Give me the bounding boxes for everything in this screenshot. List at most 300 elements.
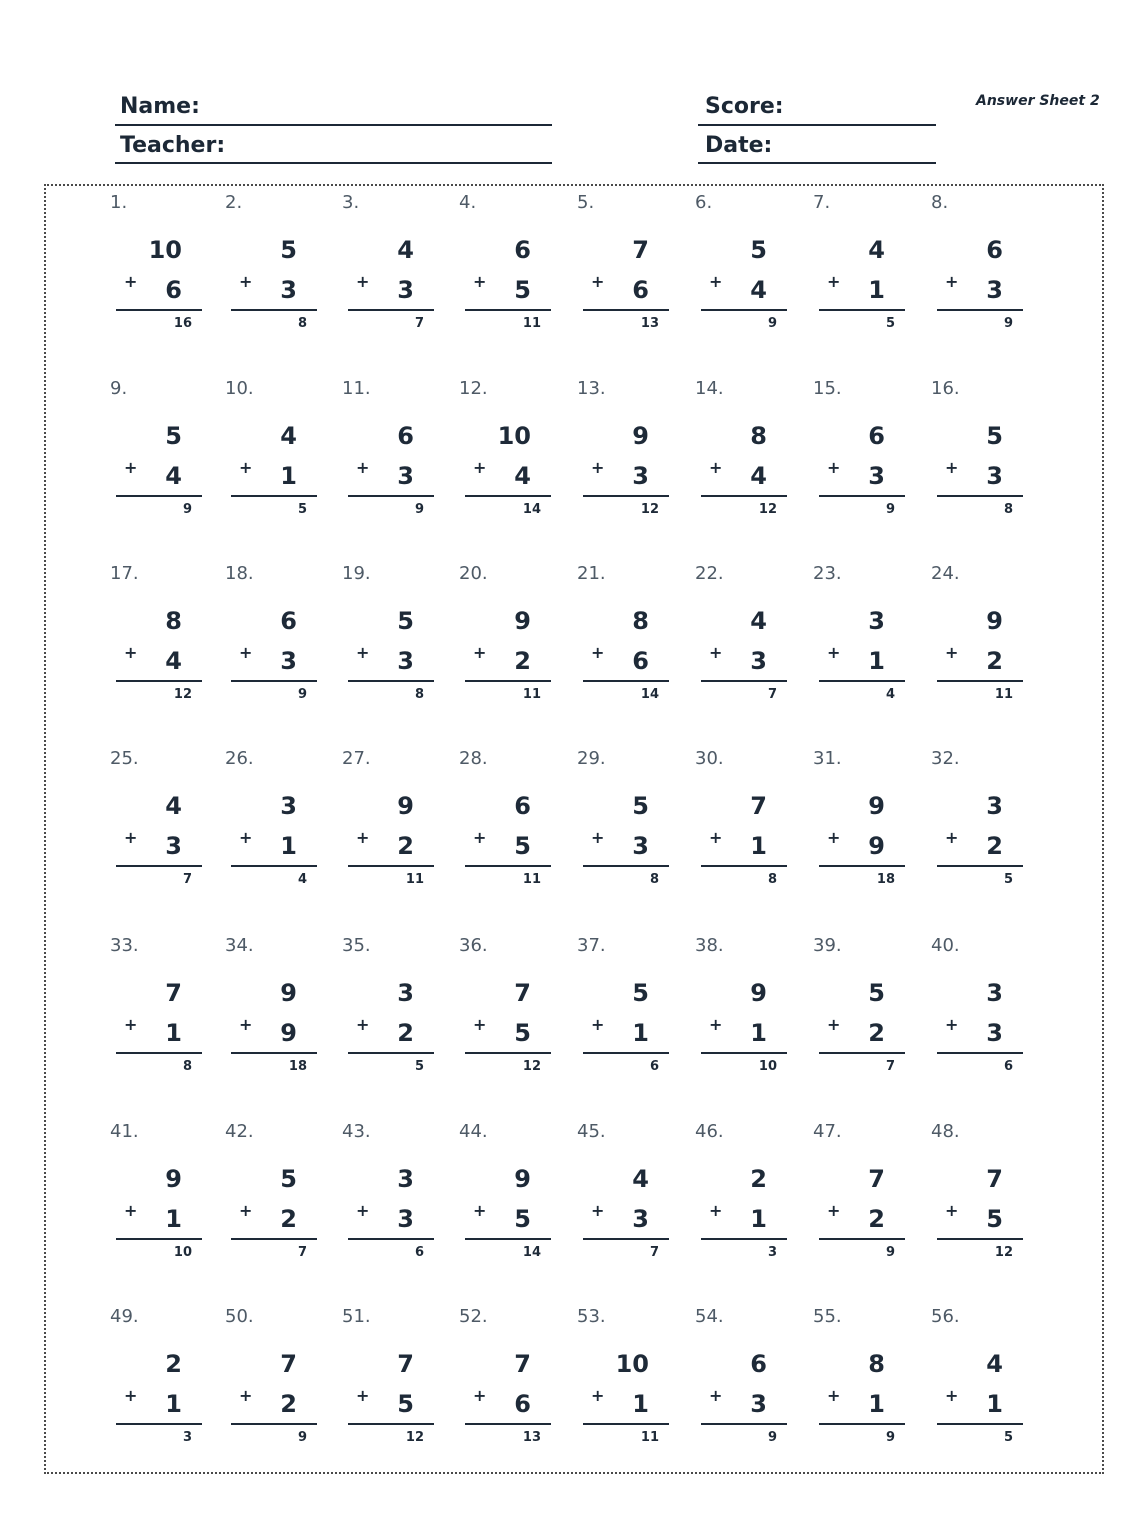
- answer-value: 5: [414, 1059, 424, 1074]
- problem-10: [225, 378, 325, 528]
- answer-rule: [465, 865, 551, 867]
- answer-value: 9: [182, 502, 192, 517]
- plus-sign: +: [709, 828, 723, 847]
- addend-top: 8: [632, 607, 649, 635]
- plus-sign: +: [239, 828, 253, 847]
- addend-bottom: 5: [397, 1390, 414, 1418]
- addend-top: 5: [868, 979, 885, 1007]
- plus-sign: +: [356, 643, 370, 662]
- plus-sign: +: [945, 1201, 959, 1220]
- plus-sign: +: [827, 828, 841, 847]
- problem-34: [225, 935, 325, 1085]
- answer-rule: [465, 309, 551, 311]
- problem-29: [577, 748, 677, 898]
- problem-number: 22.: [695, 563, 724, 584]
- problem-52: [459, 1306, 559, 1456]
- addend-bottom: 1: [165, 1019, 182, 1047]
- answer-rule: [583, 1423, 669, 1425]
- answer-value: 8: [1003, 502, 1013, 517]
- answer-rule: [465, 495, 551, 497]
- problem-13: [577, 378, 677, 528]
- problem-22: [695, 563, 795, 713]
- addend-bottom: 3: [280, 647, 297, 675]
- addend-bottom: 1: [868, 1390, 885, 1418]
- addend-bottom: 2: [280, 1390, 297, 1418]
- problem-51: [342, 1306, 442, 1456]
- addend-top: 6: [986, 236, 1003, 264]
- addend-top: 9: [280, 979, 297, 1007]
- answer-rule: [937, 680, 1023, 682]
- problem-number: 39.: [813, 935, 842, 956]
- answer-rule: [701, 1052, 787, 1054]
- answer-value: 16: [173, 316, 192, 331]
- addend-top: 9: [868, 792, 885, 820]
- problem-28: [459, 748, 559, 898]
- answer-rule: [231, 865, 317, 867]
- problem-number: 24.: [931, 563, 960, 584]
- problem-number: 18.: [225, 563, 254, 584]
- answer-rule: [583, 1052, 669, 1054]
- answer-rule: [819, 1238, 905, 1240]
- plus-sign: +: [239, 1386, 253, 1405]
- addend-top: 4: [750, 607, 767, 635]
- addend-top: 8: [750, 422, 767, 450]
- answer-rule: [231, 1423, 317, 1425]
- addend-bottom: 3: [397, 1205, 414, 1233]
- addend-bottom: 4: [750, 276, 767, 304]
- plus-sign: +: [124, 1015, 138, 1034]
- problem-36: [459, 935, 559, 1085]
- addend-bottom: 5: [514, 1205, 531, 1233]
- addend-top: 5: [280, 1165, 297, 1193]
- problem-number: 14.: [695, 378, 724, 399]
- plus-sign: +: [709, 458, 723, 477]
- answer-value: 18: [288, 1059, 307, 1074]
- answer-value: 11: [522, 687, 541, 702]
- problem-number: 27.: [342, 748, 371, 769]
- addend-top: 4: [165, 792, 182, 820]
- problem-39: [813, 935, 913, 1085]
- answer-value: 7: [885, 1059, 895, 1074]
- answer-rule: [465, 680, 551, 682]
- addend-bottom: 3: [632, 1205, 649, 1233]
- problem-number: 21.: [577, 563, 606, 584]
- problem-number: 13.: [577, 378, 606, 399]
- answer-rule: [231, 1052, 317, 1054]
- plus-sign: +: [473, 458, 487, 477]
- problem-number: 7.: [813, 192, 831, 213]
- answer-rule: [583, 1238, 669, 1240]
- problem-8: [931, 192, 1031, 342]
- problem-30: [695, 748, 795, 898]
- problem-number: 47.: [813, 1121, 842, 1142]
- answer-rule: [583, 865, 669, 867]
- answer-value: 12: [173, 687, 192, 702]
- answer-value: 9: [297, 1430, 307, 1445]
- addend-top: 5: [632, 979, 649, 1007]
- answer-value: 14: [640, 687, 659, 702]
- addend-bottom: 6: [632, 276, 649, 304]
- plus-sign: +: [591, 828, 605, 847]
- problem-12: [459, 378, 559, 528]
- addend-bottom: 6: [165, 276, 182, 304]
- plus-sign: +: [827, 1386, 841, 1405]
- plus-sign: +: [709, 643, 723, 662]
- problem-24: [931, 563, 1031, 713]
- problem-20: [459, 563, 559, 713]
- problem-number: 45.: [577, 1121, 606, 1142]
- problem-number: 38.: [695, 935, 724, 956]
- addend-bottom: 5: [514, 832, 531, 860]
- problem-56: [931, 1306, 1031, 1456]
- problem-1: [110, 192, 210, 342]
- answer-rule: [819, 1423, 905, 1425]
- answer-rule: [348, 309, 434, 311]
- problem-number: 34.: [225, 935, 254, 956]
- addend-top: 7: [632, 236, 649, 264]
- plus-sign: +: [239, 643, 253, 662]
- answer-value: 12: [994, 1245, 1013, 1260]
- problem-43: [342, 1121, 442, 1271]
- problem-number: 25.: [110, 748, 139, 769]
- answer-value: 10: [758, 1059, 777, 1074]
- answer-rule: [465, 1238, 551, 1240]
- addend-bottom: 1: [986, 1390, 1003, 1418]
- addend-top: 9: [514, 1165, 531, 1193]
- answer-value: 8: [297, 316, 307, 331]
- addend-bottom: 3: [165, 832, 182, 860]
- addend-top: 10: [615, 1350, 649, 1378]
- plus-sign: +: [473, 1386, 487, 1405]
- plus-sign: +: [709, 1201, 723, 1220]
- plus-sign: +: [473, 643, 487, 662]
- answer-rule: [701, 1423, 787, 1425]
- plus-sign: +: [945, 828, 959, 847]
- problem-number: 44.: [459, 1121, 488, 1142]
- answer-rule: [819, 495, 905, 497]
- plus-sign: +: [356, 828, 370, 847]
- addend-bottom: 3: [632, 462, 649, 490]
- problem-number: 49.: [110, 1306, 139, 1327]
- answer-value: 9: [885, 1430, 895, 1445]
- problem-number: 41.: [110, 1121, 139, 1142]
- answer-rule: [937, 1238, 1023, 1240]
- addend-top: 3: [986, 792, 1003, 820]
- problem-number: 31.: [813, 748, 842, 769]
- addend-bottom: 4: [514, 462, 531, 490]
- addend-top: 2: [165, 1350, 182, 1378]
- plus-sign: +: [827, 643, 841, 662]
- answer-rule: [231, 1238, 317, 1240]
- problem-number: 10.: [225, 378, 254, 399]
- answer-rule: [116, 680, 202, 682]
- problem-number: 37.: [577, 935, 606, 956]
- answer-rule: [116, 865, 202, 867]
- answer-rule: [231, 495, 317, 497]
- plus-sign: +: [591, 1015, 605, 1034]
- addend-top: 5: [280, 236, 297, 264]
- plus-sign: +: [473, 828, 487, 847]
- addend-bottom: 4: [750, 462, 767, 490]
- answer-rule: [231, 680, 317, 682]
- problem-16: [931, 378, 1031, 528]
- addend-bottom: 9: [280, 1019, 297, 1047]
- problem-number: 19.: [342, 563, 371, 584]
- problem-27: [342, 748, 442, 898]
- answer-value: 13: [522, 1430, 541, 1445]
- addend-bottom: 2: [397, 832, 414, 860]
- problem-50: [225, 1306, 325, 1456]
- addend-top: 4: [986, 1350, 1003, 1378]
- plus-sign: +: [124, 643, 138, 662]
- problem-44: [459, 1121, 559, 1271]
- date-label: Date:: [705, 133, 773, 158]
- answer-rule: [701, 865, 787, 867]
- answer-value: 12: [405, 1430, 424, 1445]
- answer-value: 9: [885, 502, 895, 517]
- addend-bottom: 1: [632, 1019, 649, 1047]
- problem-number: 51.: [342, 1306, 371, 1327]
- problem-number: 15.: [813, 378, 842, 399]
- plus-sign: +: [356, 1201, 370, 1220]
- answer-value: 6: [649, 1059, 659, 1074]
- addend-top: 9: [750, 979, 767, 1007]
- problem-38: [695, 935, 795, 1085]
- plus-sign: +: [239, 1015, 253, 1034]
- addend-bottom: 1: [750, 832, 767, 860]
- problem-number: 1.: [110, 192, 128, 213]
- problem-number: 4.: [459, 192, 477, 213]
- addend-bottom: 2: [986, 647, 1003, 675]
- addend-top: 10: [497, 422, 531, 450]
- problem-40: [931, 935, 1031, 1085]
- addend-bottom: 4: [165, 462, 182, 490]
- problem-number: 28.: [459, 748, 488, 769]
- answer-rule: [701, 1238, 787, 1240]
- problem-31: [813, 748, 913, 898]
- addend-bottom: 3: [397, 462, 414, 490]
- addend-top: 7: [514, 979, 531, 1007]
- addend-bottom: 3: [750, 1390, 767, 1418]
- plus-sign: +: [591, 1201, 605, 1220]
- plus-sign: +: [827, 272, 841, 291]
- addend-top: 5: [397, 607, 414, 635]
- addend-top: 5: [632, 792, 649, 820]
- score-label: Score:: [705, 94, 784, 119]
- addend-top: 7: [397, 1350, 414, 1378]
- problem-2: [225, 192, 325, 342]
- addend-bottom: 1: [632, 1390, 649, 1418]
- addend-bottom: 5: [514, 1019, 531, 1047]
- problem-4: [459, 192, 559, 342]
- addend-bottom: 2: [280, 1205, 297, 1233]
- addend-bottom: 5: [514, 276, 531, 304]
- addend-top: 6: [514, 792, 531, 820]
- answer-value: 12: [640, 502, 659, 517]
- answer-value: 6: [414, 1245, 424, 1260]
- addend-bottom: 6: [514, 1390, 531, 1418]
- problem-number: 9.: [110, 378, 128, 399]
- plus-sign: +: [945, 643, 959, 662]
- problem-45: [577, 1121, 677, 1271]
- answer-value: 18: [876, 872, 895, 887]
- addend-top: 7: [868, 1165, 885, 1193]
- answer-rule: [231, 309, 317, 311]
- addend-bottom: 2: [868, 1019, 885, 1047]
- problem-number: 20.: [459, 563, 488, 584]
- problem-number: 33.: [110, 935, 139, 956]
- answer-value: 5: [1003, 1430, 1013, 1445]
- answer-value: 7: [414, 316, 424, 331]
- plus-sign: +: [473, 272, 487, 291]
- problem-11: [342, 378, 442, 528]
- plus-sign: +: [591, 458, 605, 477]
- problem-6: [695, 192, 795, 342]
- problem-number: 54.: [695, 1306, 724, 1327]
- addend-bottom: 3: [986, 276, 1003, 304]
- answer-value: 9: [297, 687, 307, 702]
- addend-top: 8: [868, 1350, 885, 1378]
- problem-number: 36.: [459, 935, 488, 956]
- problem-3: [342, 192, 442, 342]
- answer-rule: [819, 309, 905, 311]
- answer-rule: [348, 1052, 434, 1054]
- answer-rule: [583, 680, 669, 682]
- answer-value: 9: [767, 1430, 777, 1445]
- answer-rule: [348, 1423, 434, 1425]
- problem-number: 6.: [695, 192, 713, 213]
- answer-value: 9: [885, 1245, 895, 1260]
- problem-number: 23.: [813, 563, 842, 584]
- answer-rule: [937, 865, 1023, 867]
- addend-top: 6: [750, 1350, 767, 1378]
- problem-9: [110, 378, 210, 528]
- answer-value: 3: [182, 1430, 192, 1445]
- problem-number: 26.: [225, 748, 254, 769]
- answer-value: 7: [297, 1245, 307, 1260]
- plus-sign: +: [591, 643, 605, 662]
- addend-bottom: 2: [986, 832, 1003, 860]
- addend-bottom: 1: [868, 276, 885, 304]
- addend-top: 9: [397, 792, 414, 820]
- addend-top: 7: [750, 792, 767, 820]
- problem-number: 42.: [225, 1121, 254, 1142]
- problem-48: [931, 1121, 1031, 1271]
- problem-42: [225, 1121, 325, 1271]
- addend-top: 9: [165, 1165, 182, 1193]
- answer-value: 4: [297, 872, 307, 887]
- answer-value: 13: [640, 316, 659, 331]
- addend-bottom: 3: [986, 1019, 1003, 1047]
- problem-number: 32.: [931, 748, 960, 769]
- problem-7: [813, 192, 913, 342]
- addend-bottom: 3: [868, 462, 885, 490]
- plus-sign: +: [945, 1386, 959, 1405]
- addend-bottom: 1: [750, 1205, 767, 1233]
- plus-sign: +: [827, 1015, 841, 1034]
- addend-bottom: 3: [750, 647, 767, 675]
- addend-top: 3: [397, 979, 414, 1007]
- name-label: Name:: [120, 94, 200, 119]
- answer-value: 9: [767, 316, 777, 331]
- answer-rule: [116, 1423, 202, 1425]
- plus-sign: +: [356, 1015, 370, 1034]
- problem-46: [695, 1121, 795, 1271]
- answer-value: 8: [182, 1059, 192, 1074]
- answer-value: 7: [182, 872, 192, 887]
- plus-sign: +: [124, 828, 138, 847]
- answer-rule: [116, 1052, 202, 1054]
- answer-rule: [583, 309, 669, 311]
- problem-25: [110, 748, 210, 898]
- sheet-label: Answer Sheet 2: [976, 93, 1100, 109]
- problem-number: 53.: [577, 1306, 606, 1327]
- problem-55: [813, 1306, 913, 1456]
- problem-number: 2.: [225, 192, 243, 213]
- problem-number: 35.: [342, 935, 371, 956]
- answer-value: 10: [173, 1245, 192, 1260]
- answer-value: 8: [767, 872, 777, 887]
- answer-value: 5: [1003, 872, 1013, 887]
- problem-26: [225, 748, 325, 898]
- problem-number: 8.: [931, 192, 949, 213]
- answer-rule: [116, 1238, 202, 1240]
- problem-number: 48.: [931, 1121, 960, 1142]
- addend-top: 7: [986, 1165, 1003, 1193]
- problem-32: [931, 748, 1031, 898]
- plus-sign: +: [239, 458, 253, 477]
- plus-sign: +: [709, 1015, 723, 1034]
- answer-rule: [701, 309, 787, 311]
- problem-53: [577, 1306, 677, 1456]
- addend-bottom: 1: [750, 1019, 767, 1047]
- addend-bottom: 1: [868, 647, 885, 675]
- problem-33: [110, 935, 210, 1085]
- addend-top: 6: [868, 422, 885, 450]
- plus-sign: +: [239, 272, 253, 291]
- answer-rule: [701, 495, 787, 497]
- problem-21: [577, 563, 677, 713]
- addend-bottom: 3: [986, 462, 1003, 490]
- plus-sign: +: [124, 272, 138, 291]
- problem-37: [577, 935, 677, 1085]
- answer-value: 12: [522, 1059, 541, 1074]
- addend-top: 6: [514, 236, 531, 264]
- addend-bottom: 9: [868, 832, 885, 860]
- answer-rule: [465, 1052, 551, 1054]
- problem-41: [110, 1121, 210, 1271]
- problem-number: 30.: [695, 748, 724, 769]
- answer-value: 4: [885, 687, 895, 702]
- answer-value: 7: [649, 1245, 659, 1260]
- problem-number: 16.: [931, 378, 960, 399]
- problem-14: [695, 378, 795, 528]
- answer-value: 9: [1003, 316, 1013, 331]
- plus-sign: +: [124, 458, 138, 477]
- addend-top: 10: [148, 236, 182, 264]
- addend-top: 7: [165, 979, 182, 1007]
- answer-value: 14: [522, 502, 541, 517]
- addend-top: 9: [986, 607, 1003, 635]
- problem-number: 5.: [577, 192, 595, 213]
- problem-23: [813, 563, 913, 713]
- addend-bottom: 2: [514, 647, 531, 675]
- answer-rule: [116, 495, 202, 497]
- answer-rule: [819, 865, 905, 867]
- addend-top: 5: [165, 422, 182, 450]
- problem-17: [110, 563, 210, 713]
- problem-number: 11.: [342, 378, 371, 399]
